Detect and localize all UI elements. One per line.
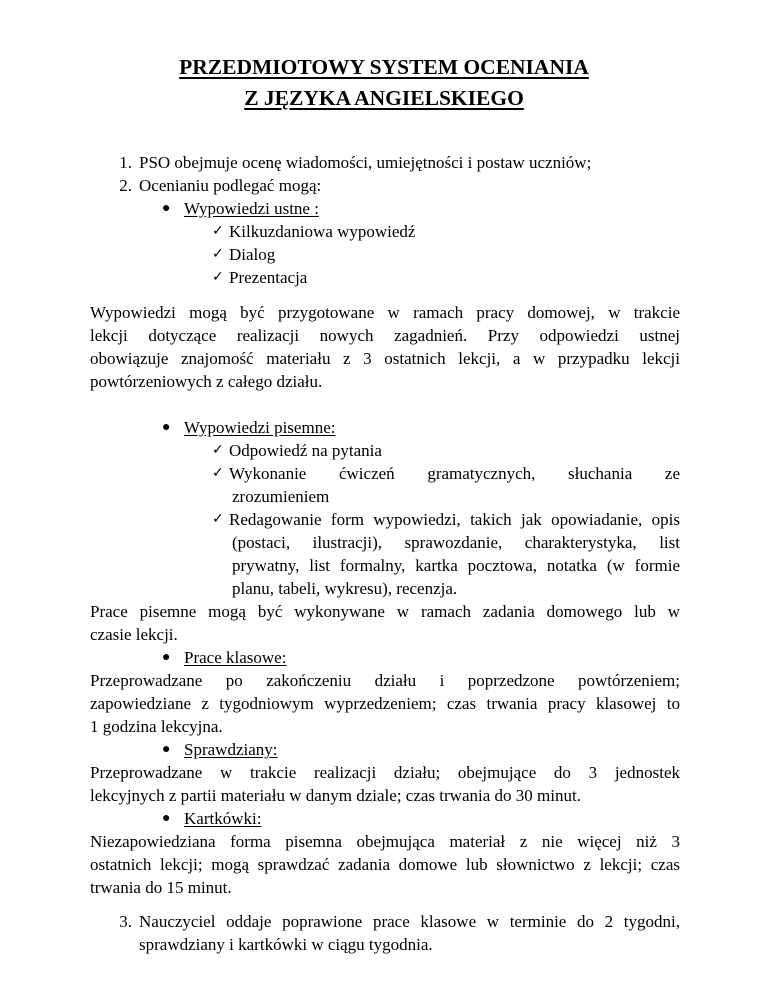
oral-heading: Wypowiedzi ustne : xyxy=(184,199,319,218)
paragraph-line: czasie lekcji. xyxy=(90,625,178,644)
bullet-icon: ● xyxy=(162,650,171,665)
list-item: Odpowiedź na pytania xyxy=(229,441,382,460)
list-item: zrozumieniem xyxy=(232,487,330,506)
list-item: Dialog xyxy=(229,245,276,264)
quizzes-heading: Sprawdziany: xyxy=(184,740,278,759)
list-item: Prezentacja xyxy=(229,268,308,287)
paragraph-line: trwania do 15 minut. xyxy=(90,878,232,897)
tests-heading: Prace klasowe: xyxy=(184,648,287,667)
paragraph-line: Wypowiedzi mogą być przygotowane w ramach pracy domowej, w trakcie xyxy=(90,303,680,322)
list-item: PSO obejmuje ocenę wiadomości, umiejętności i postaw uczniów; xyxy=(139,153,592,172)
checkmark-icon: ✓ xyxy=(212,223,224,239)
paragraph-line: 1 godzina lekcyjna. xyxy=(90,717,223,736)
list-item: Wykonanie ćwiczeń gramatycznych, słuchania ze xyxy=(229,464,680,483)
paragraph-line: ostatnich lekcji; mogą sprawdzać zadania domowe lub słownictwo z lekcji; czas xyxy=(90,855,680,874)
checkmark-icon: ✓ xyxy=(212,269,224,285)
shortquiz-heading: Kartkówki: xyxy=(184,809,262,828)
checkmark-icon: ✓ xyxy=(212,465,224,481)
paragraph-line: Niezapowiedziana forma pisemna obejmująca materiał z nie więcej niż 3 xyxy=(90,832,680,851)
bullet-icon: ● xyxy=(162,811,171,826)
title-line-1: PRZEDMIOTOWY SYSTEM OCENIANIA xyxy=(179,55,589,79)
list-item: prywatny, list formalny, kartka pocztowa, notatka (w formie xyxy=(232,556,680,575)
bullet-icon: ● xyxy=(162,201,171,216)
list-item: Redagowanie form wypowiedzi, takich jak opowiadanie, opis xyxy=(229,510,680,529)
checkmark-icon: ✓ xyxy=(212,511,224,527)
paragraph-line: Przeprowadzane w trakcie realizacji działu; obejmujące do 3 jednostek xyxy=(90,763,680,782)
title-line-2: Z JĘZYKA ANGIELSKIEGO xyxy=(244,86,524,110)
bullet-icon: ● xyxy=(162,420,171,435)
paragraph-line: lekcyjnych z partii materiału w danym dziale; czas trwania do 30 minut. xyxy=(90,786,581,805)
checkmark-icon: ✓ xyxy=(212,442,224,458)
bullet-icon: ● xyxy=(162,742,171,757)
written-heading: Wypowiedzi pisemne: xyxy=(184,418,336,437)
list-item: Ocenianiu podlegać mogą: xyxy=(139,176,322,195)
list-item: sprawdziany i kartkówki w ciągu tygodnia. xyxy=(139,935,433,954)
list-item: (postaci, ilustracji), sprawozdanie, charakterystyka, list xyxy=(232,533,680,552)
list-number: 1. xyxy=(119,153,132,172)
paragraph-line: Prace pisemne mogą być wykonywane w ramach zadania domowego lub w xyxy=(90,602,680,621)
list-number: 2. xyxy=(119,176,132,195)
paragraph-line: zapowiedziane z tygodniowym wyprzedzeniem; czas trwania pracy klasowej to xyxy=(90,694,680,713)
checkmark-icon: ✓ xyxy=(212,246,224,262)
list-item: Nauczyciel oddaje poprawione prace klasowe w terminie do 2 tygodni, xyxy=(139,912,680,931)
paragraph-line: obowiązuje znajomość materiału z 3 ostatnich lekcji, a w przypadku lekcji xyxy=(90,349,680,368)
list-number: 3. xyxy=(119,912,132,931)
list-item: planu, tabeli, wykresu), recenzja. xyxy=(232,579,458,598)
paragraph-line: lekcji dotyczące realizacji nowych zagadnień. Przy odpowiedzi ustnej xyxy=(90,326,680,345)
list-item: Kilkuzdaniowa wypowiedź xyxy=(229,222,416,241)
paragraph-line: powtórzeniowych z całego działu. xyxy=(90,372,323,391)
paragraph-line: Przeprowadzane po zakończeniu działu i poprzedzone powtórzeniem; xyxy=(90,671,680,690)
